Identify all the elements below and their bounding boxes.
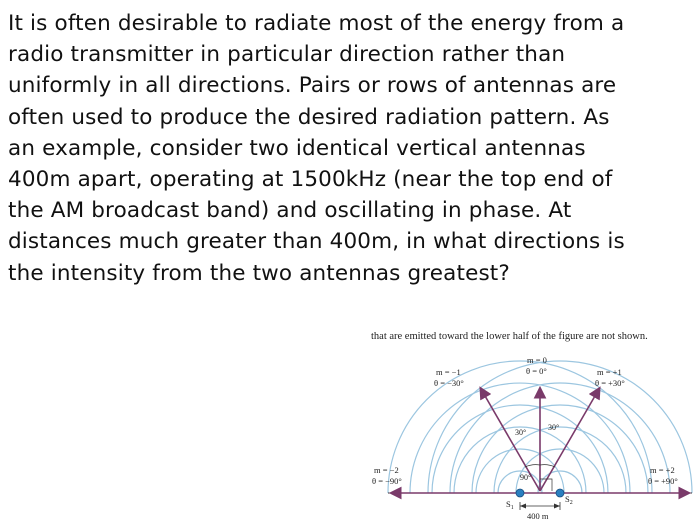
source-s2 (556, 489, 564, 497)
wavefront-arc (494, 427, 626, 493)
question-line: 400m apart, operating at 1500kHz (near the top end of (8, 167, 613, 193)
label-angle-right: 30° (548, 423, 560, 432)
question-text (8, 8, 694, 289)
label-s1: $S_1$ (506, 499, 514, 511)
source-s1 (516, 489, 524, 497)
question-line: often used to produce the desired radiation pattern. As (8, 104, 610, 130)
question-line: It is often desirable to radiate most of the energy from a (8, 11, 625, 36)
label-m-plus-2: m = +2 (650, 465, 675, 475)
distance-arrow-left (520, 504, 526, 509)
label-angle-90: 90° (520, 473, 532, 482)
label-m-minus-1: m = −1 (436, 367, 461, 377)
question-line: the AM broadcast band) and oscillating in phase. At (8, 198, 572, 224)
label-s2: $S_2$ (565, 494, 573, 506)
question-line: distances much greater than 400m, in what directions is (8, 229, 625, 255)
question-line: uniformly in all directions. Pairs or rows of antennas are (8, 73, 617, 99)
question-line: an example, consider two identical vertical antennas (8, 135, 586, 161)
label-theta-minus-30: θ = −30° (434, 378, 464, 388)
angle-arc-left (525, 465, 540, 467)
figure-caption: that are emitted toward the lower half of the figure are not shown. (371, 331, 648, 342)
label-distance: 400 m (527, 511, 549, 521)
label-angle-left: 30° (515, 428, 527, 437)
label-theta-minus-90: θ = −90° (372, 476, 402, 486)
angle-arc-right (540, 465, 555, 467)
label-theta-plus-90: θ = +90° (648, 476, 678, 486)
label-theta-plus-30: θ = +30° (595, 378, 625, 388)
label-m0: m = 0 (527, 355, 547, 365)
question-line: radio transmitter in particular direction rather than (8, 42, 566, 68)
label-m-plus-1: m = +1 (597, 367, 622, 377)
distance-arrow-right (554, 504, 560, 509)
label-theta0: θ = 0° (526, 366, 547, 376)
label-m-minus-2: m = −2 (374, 465, 399, 475)
interference-figure (360, 327, 700, 522)
question-line: the intensity from the two antennas greatest? (8, 260, 510, 286)
